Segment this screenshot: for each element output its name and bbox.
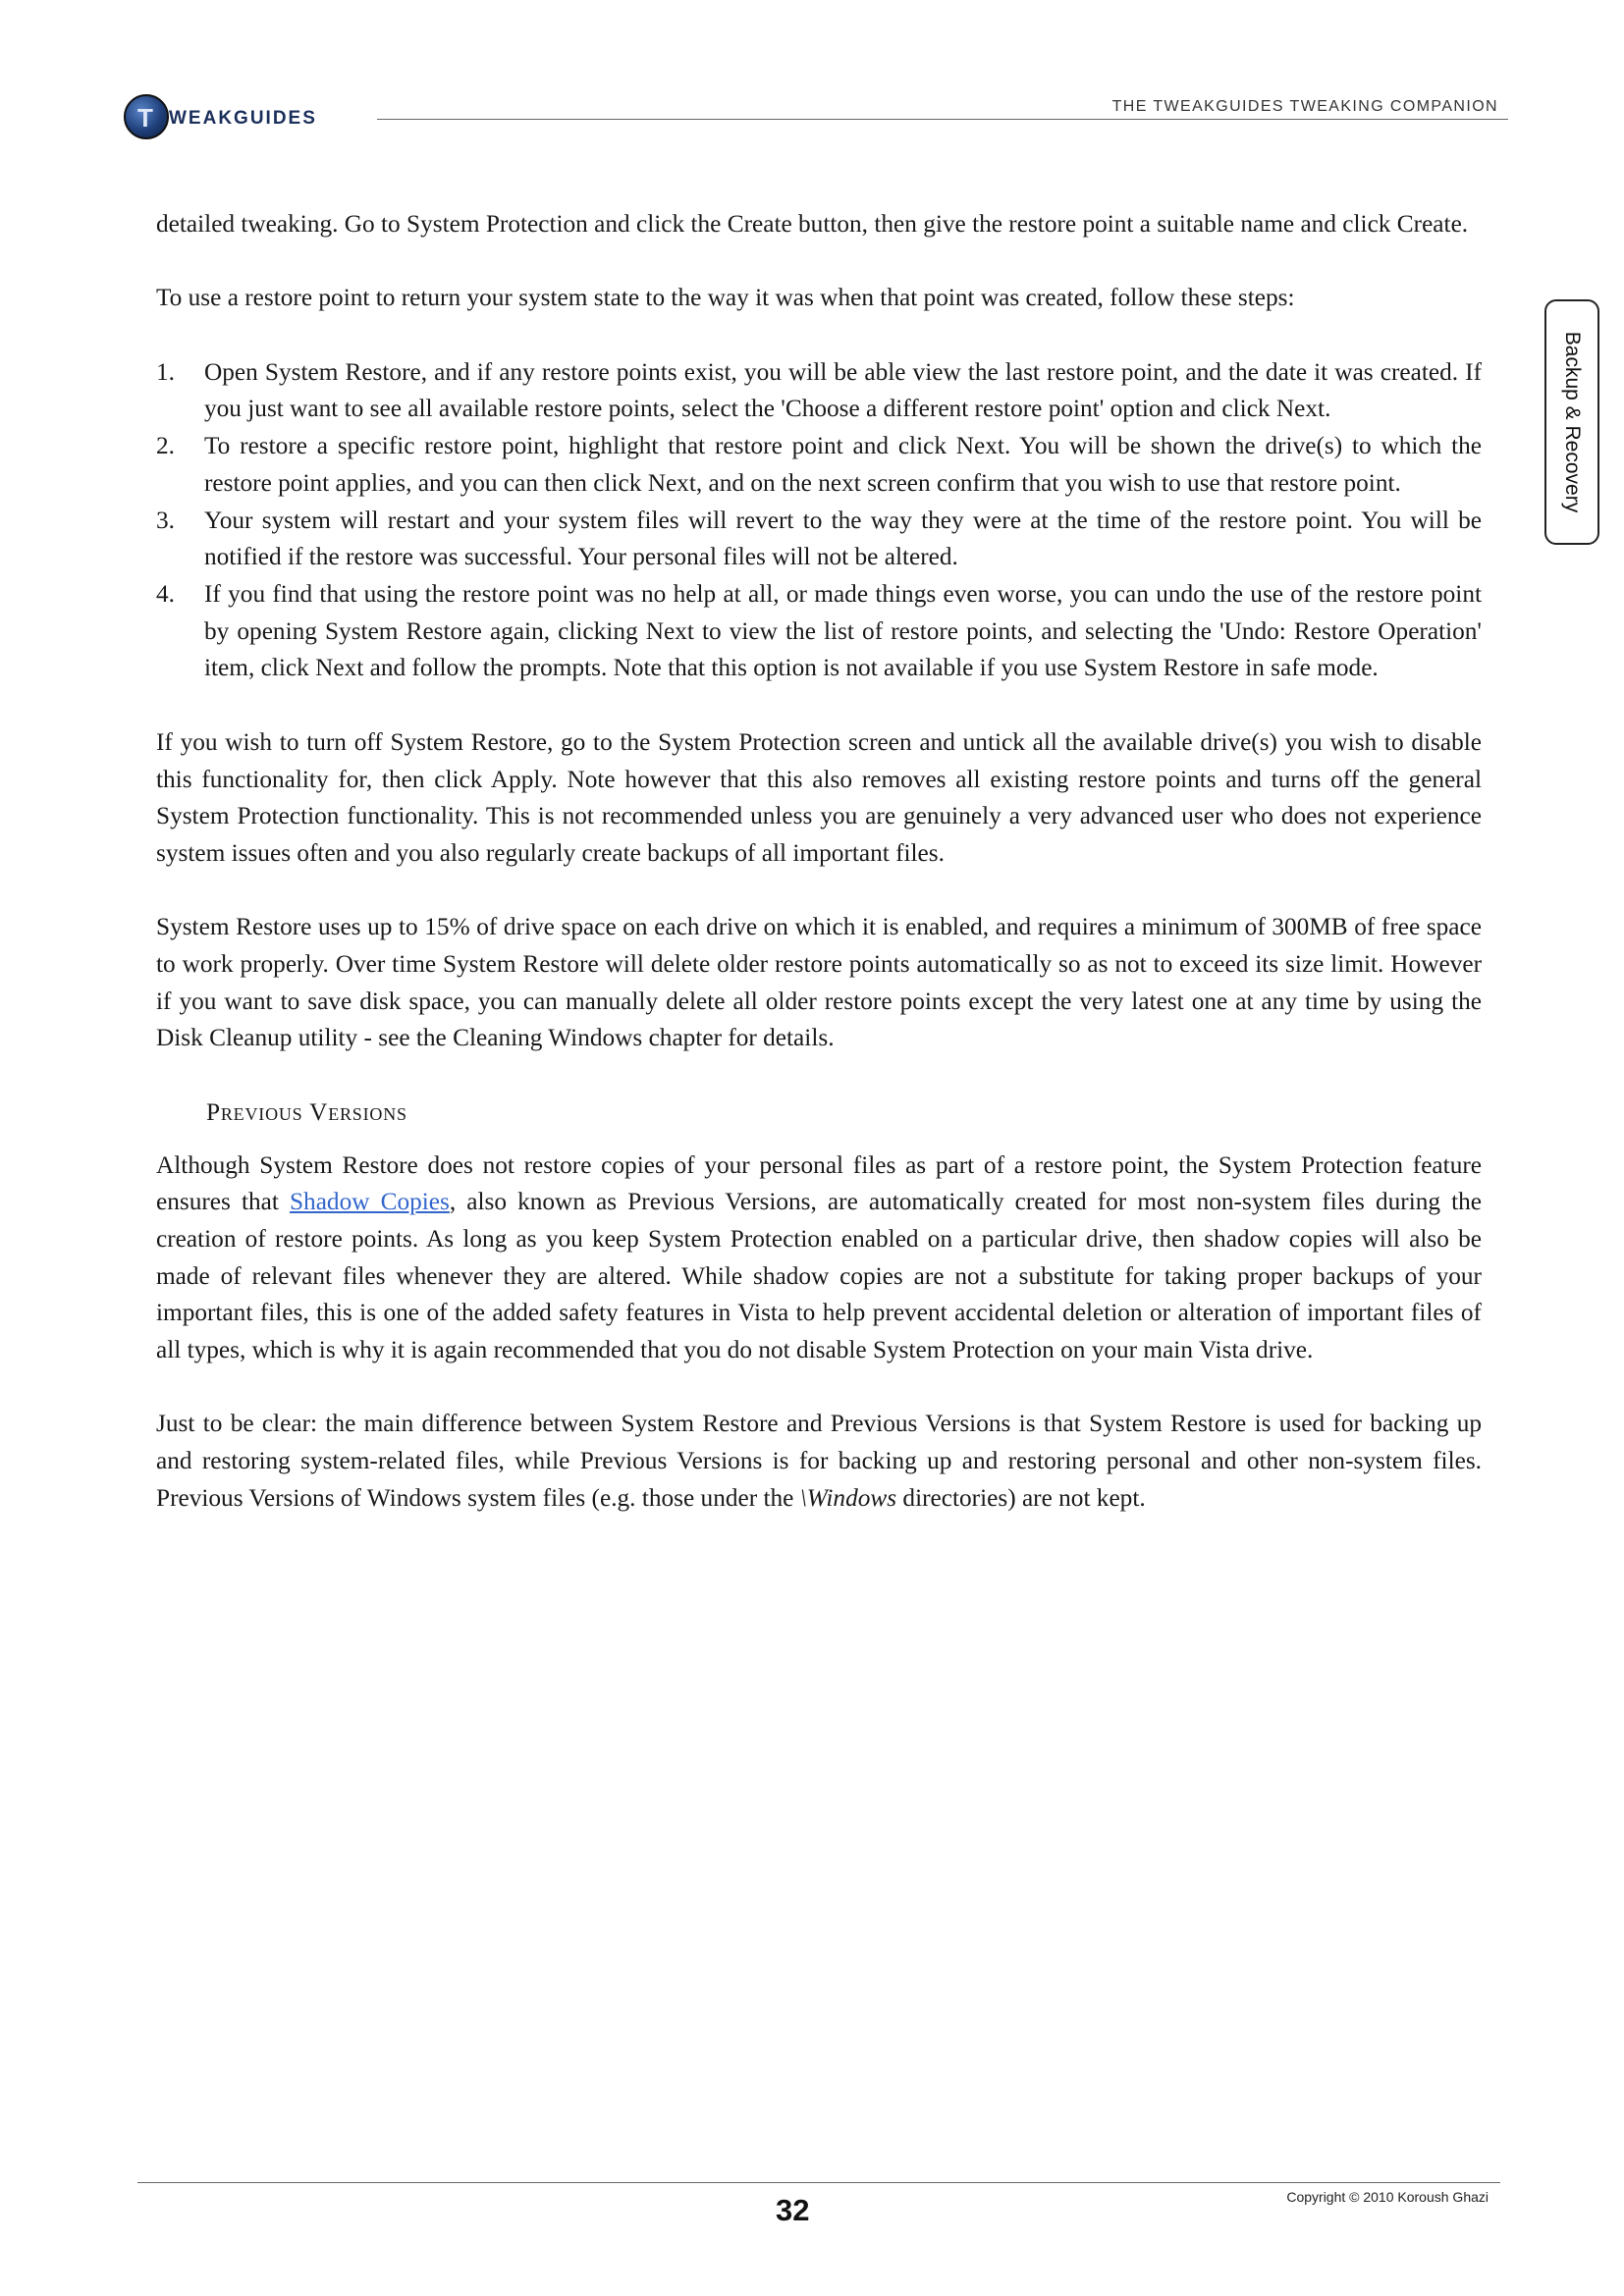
list-item-number: 1. <box>156 357 175 386</box>
chapter-side-tab <box>1544 299 1599 545</box>
list-item-text: To restore a specific restore point, highlight that restore point and click Next. You will be shown the drive(s) to which the restore point applies, and you can then click Next, and on the next screen confirm that you wish to use that restore point. <box>204 432 1482 497</box>
paragraph-clarification <box>156 1406 1482 1517</box>
paragraph-text: Although System Restore does not restore copies of your personal files as part of a restore point, the System Protection feature ensures that <box>156 1150 1482 1216</box>
paragraph-disk-space: System Restore uses up to 15% of drive space on each drive on which it is enabled, and requires a minimum of 300MB of free space to work properly. Over time System Restore will delete older restore points automatically so as not to exceed its size limit. However if you want to save disk space, you can manually delete all older restore points except the very latest one at any time by using the Disk Cleanup utility - see the Cleaning Windows chapter for details. <box>156 913 1482 1052</box>
paragraph-intro: detailed tweaking. Go to System Protection and click the Create button, then give the restore point a suitable name and click Create. <box>156 210 1469 238</box>
paragraph-steps-intro: To use a restore point to return your system state to the way it was when that point was created, follow these steps: <box>156 284 1295 312</box>
paragraph-text: Just to be clear: the main difference between System Restore and Previous Versions is that System Restore is used for backing up and restoring system-related files, while Previous Versions is for backing up and restoring personal and other non-system files. Previous Versions of Windows system files (e.g. those under the <box>156 1410 1482 1512</box>
footer-divider <box>137 2182 1500 2183</box>
windows-path: \Windows <box>799 1483 897 1512</box>
list-item-number: 2. <box>156 432 175 460</box>
restore-steps-list <box>156 354 1482 687</box>
header-divider <box>377 119 1508 120</box>
paragraph-shadow-copies <box>156 1148 1482 1369</box>
logo-text: WEAKGUIDES <box>169 108 317 129</box>
paragraph-text: directories) are not kept. <box>896 1483 1146 1512</box>
chapter-side-tab-label: Backup & Recovery <box>1561 331 1584 513</box>
list-item <box>156 503 1482 576</box>
list-item <box>156 428 1482 502</box>
paragraph-turn-off: If you wish to turn off System Restore, go to the System Protection screen and untick all the available drive(s) you wish to disable this functionality for, then click Apply. Note however that this also removes all existing restore points and turns off the general System Protection functionality. This is not recommended unless you are genuinely a very advanced user who does not experience system issues often and you also regularly create backups of all important files. <box>156 727 1482 867</box>
list-item <box>156 576 1482 687</box>
list-item-text: Open System Restore, and if any restore points exist, you will be able view the last restore point, and the date it was created. If you just want to see all available restore points, select the 'Choose a different restore point' option and click Next. <box>204 357 1482 423</box>
paragraph-text: , also known as Previous Versions, are automatically created for most non-system files during the creation of restore points. As long as you keep System Protection enabled on a particular drive, then shadow copies will also be made of relevant files whenever they are altered. While shadow copies are not a substitute for taking proper backups of your important files, this is one of the added safety features in Vista to help prevent accidental deletion or alteration of important files of all types, which is why it is again recommended that you do not disable System Protection on your main Vista drive. <box>156 1188 1483 1364</box>
list-item-text: Your system will restart and your system files will revert to the way they were at the time of the restore point. You will be notified if the restore was successful. Your personal files will not be altered. <box>204 506 1482 571</box>
list-item-number: 3. <box>156 506 175 534</box>
section-heading: Previous Versions <box>206 1097 407 1126</box>
page-body <box>156 206 1482 1554</box>
logo-globe-icon <box>124 94 169 139</box>
list-item <box>156 354 1482 428</box>
header-title: THE TWEAKGUIDES TWEAKING COMPANION <box>1111 98 1498 115</box>
logo-t-letter: T <box>137 103 153 133</box>
shadow-copies-link[interactable]: Shadow Copies <box>289 1188 450 1216</box>
tweakguides-logo <box>124 94 359 143</box>
copyright-notice: Copyright © 2010 Koroush Ghazi <box>1286 2189 1489 2205</box>
list-item-text: If you find that using the restore point was no help at all, or made things even worse, you can undo the use of the restore point by opening System Restore again, clicking Next to view the list of restore points, and selecting the 'Undo: Restore Operation' item, click Next and follow the prompts. Note that this option is not available if you use System Restore in safe mode. <box>204 580 1482 682</box>
list-item-number: 4. <box>156 580 175 608</box>
page-number: 32 <box>776 2193 810 2227</box>
